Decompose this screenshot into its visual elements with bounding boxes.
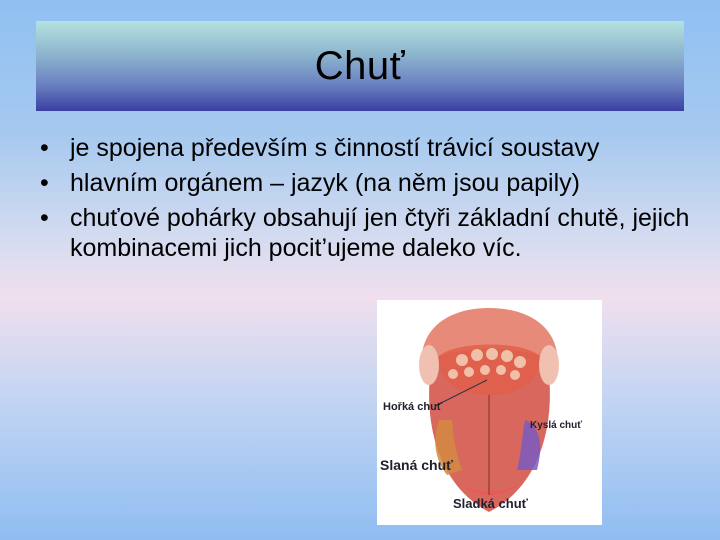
slide-title: Chuť	[314, 43, 406, 88]
right-tonsil	[539, 345, 559, 385]
title-bar	[36, 21, 684, 111]
bullet-marker: •	[40, 204, 49, 232]
label-salty: Slaná chuť	[380, 457, 453, 473]
bullet-marker: •	[40, 134, 49, 162]
bullet-item	[40, 203, 690, 263]
bullet-item	[40, 133, 690, 163]
label-sour: Kyslá chuť	[530, 420, 583, 431]
tongue-illustration	[377, 300, 602, 525]
label-bitter: Hořká chuť	[383, 401, 443, 413]
bullet-text: hlavním orgánem – jazyk (na něm jsou papily)	[70, 169, 580, 197]
bullet-marker: •	[40, 169, 49, 197]
label-sweet: Sladká chuť	[453, 496, 528, 511]
bullet-text: je spojena především s činností trávicí soustavy	[70, 134, 600, 162]
left-tonsil	[419, 345, 439, 385]
tongue-figure	[377, 300, 602, 525]
bullet-text: chuťové pohárky obsahují jen čtyři základní chutě, jejich kombinacemi jich pocit’ujeme daleko víc.	[70, 204, 690, 262]
bullet-list	[40, 133, 690, 268]
bullet-item	[40, 168, 690, 198]
